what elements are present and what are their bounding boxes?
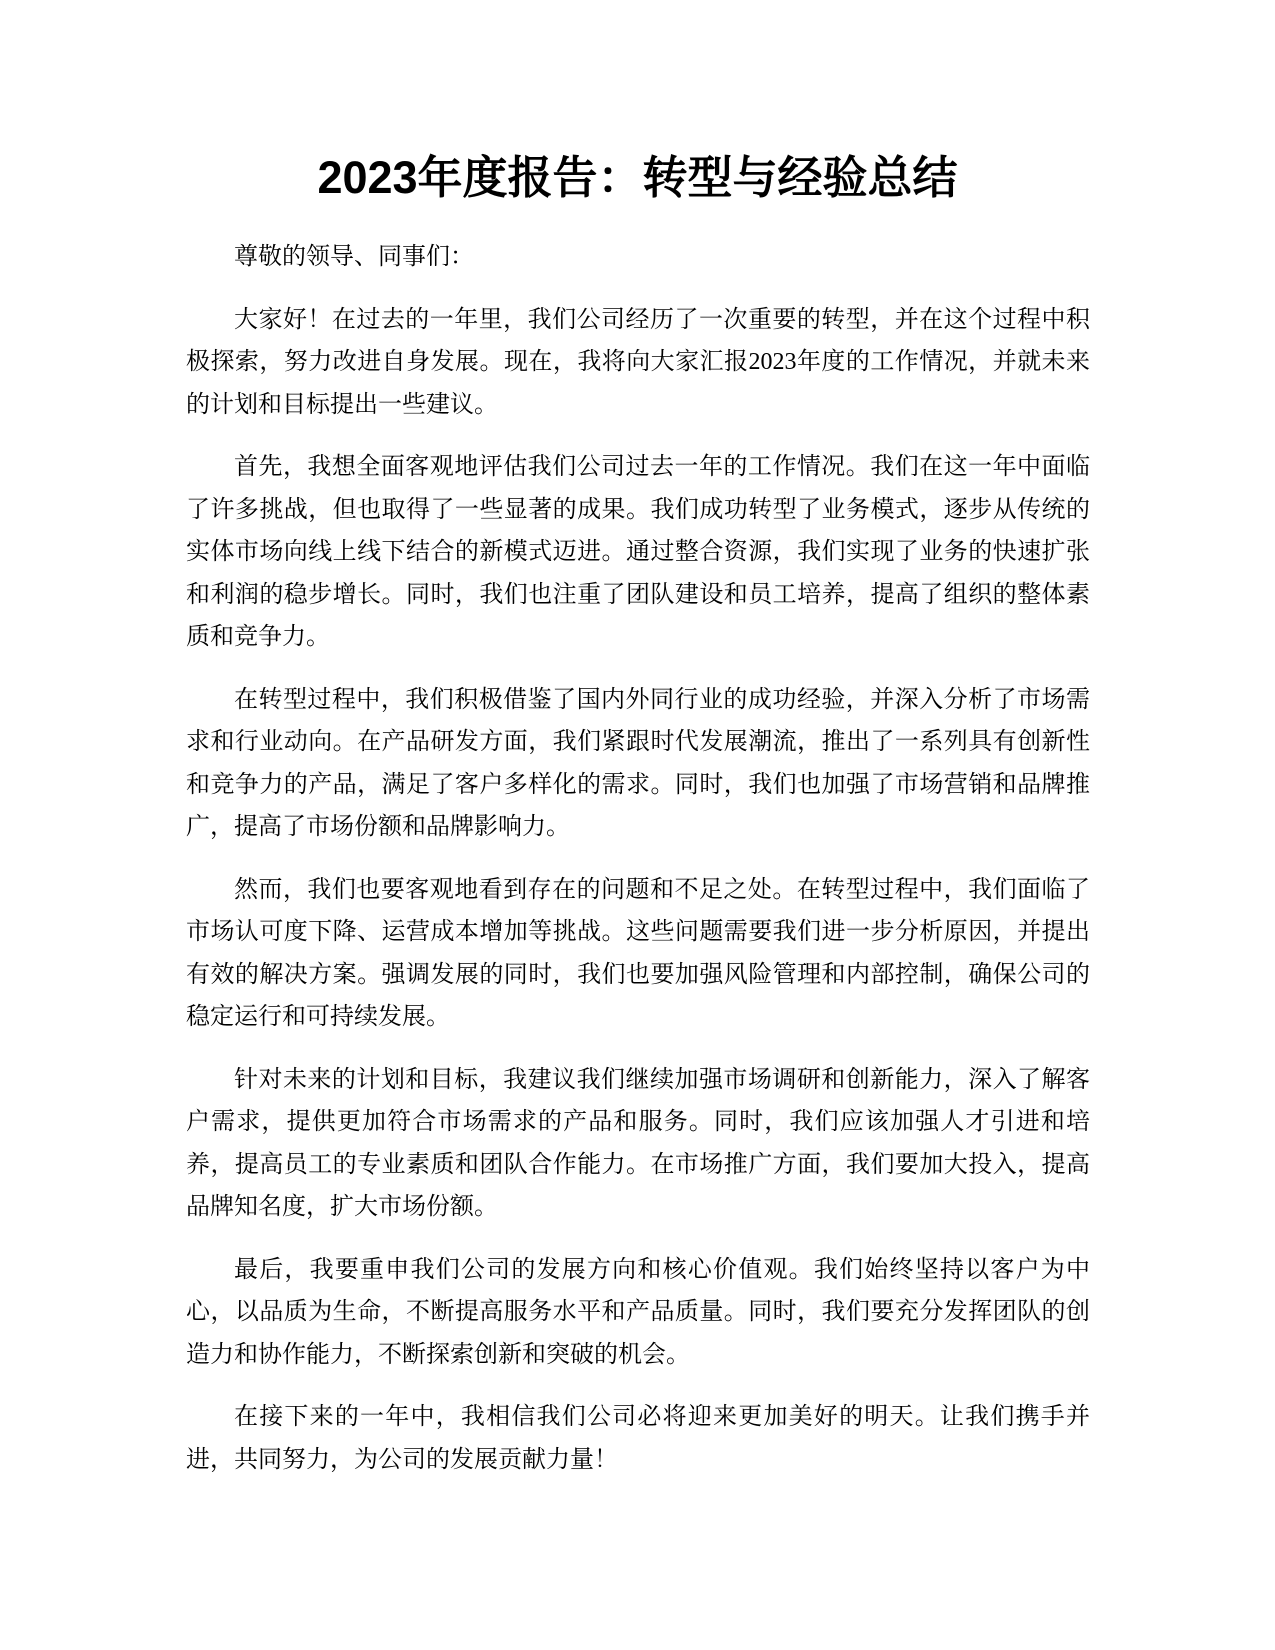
paragraph-values: 最后，我要重申我们公司的发展方向和核心价值观。我们始终坚持以客户为中心，以品质为生命，不断提高服务水平和产品质量。同时，我们要充分发挥团队的创造力和协作能力，不断探索创新和突破的机会。 [186, 1256, 1090, 1368]
document-title: 2023年度报告：转型与经验总结 [317, 152, 958, 203]
paragraph-greeting: 大家好！在过去的一年里，我们公司经历了一次重要的转型，并在这个过程中积极探索，努力改进自身发展。现在，我将向大家汇报2023年度的工作情况，并就未来的计划和目标提出一些建议。 [186, 306, 1090, 418]
paragraph-plans: 针对未来的计划和目标，我建议我们继续加强市场调研和创新能力，深入了解客户需求，提供更加符合市场需求的产品和服务。同时，我们应该加强人才引进和培养，提高员工的专业素质和团队合作能力。在市场推广方面，我们要加大投入，提高品牌知名度，扩大市场份额。 [186, 1066, 1090, 1220]
paragraph-transformation: 在转型过程中，我们积极借鉴了国内外同行业的成功经验，并深入分析了市场需求和行业动向。在产品研发方面，我们紧跟时代发展潮流，推出了一系列具有创新性和竞争力的产品，满足了客户多样化的需求。同时，我们也加强了市场营销和品牌推广，提高了市场份额和品牌影响力。 [186, 686, 1090, 840]
paragraph-problems: 然而，我们也要客观地看到存在的问题和不足之处。在转型过程中，我们面临了市场认可度下降、运营成本增加等挑战。这些问题需要我们进一步分析原因，并提出有效的解决方案。强调发展的同时，我们也要加强风险管理和内部控制，确保公司的稳定运行和可持续发展。 [186, 876, 1090, 1030]
document-body [186, 236, 1090, 1501]
paragraph-review: 首先，我想全面客观地评估我们公司过去一年的工作情况。我们在这一年中面临了许多挑战，但也取得了一些显著的成果。我们成功转型了业务模式，逐步从传统的实体市场向线上线下结合的新模式迈进。通过整合资源，我们实现了业务的快速扩张和利润的稳步增长。同时，我们也注重了团队建设和员工培养，提高了组织的整体素质和竞争力。 [186, 454, 1090, 650]
paragraph-closing: 在接下来的一年中，我相信我们公司必将迎来更加美好的明天。让我们携手并进，共同努力，为公司的发展贡献力量！ [186, 1404, 1090, 1473]
salutation: 尊敬的领导、同事们： [234, 244, 474, 270]
